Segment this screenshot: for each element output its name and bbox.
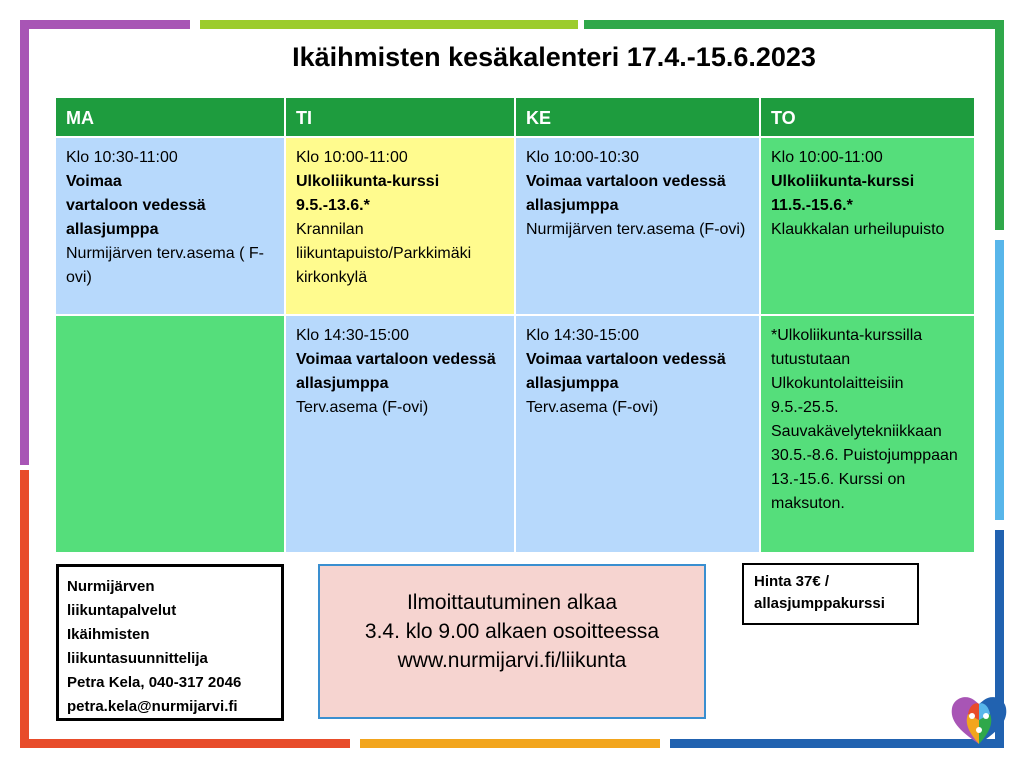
frame-top-right bbox=[584, 20, 1004, 29]
header-to: TO bbox=[761, 98, 976, 138]
registration-line: 3.4. klo 9.00 alkaen osoitteessa bbox=[364, 620, 660, 643]
registration-line: Ilmoittautuminen alkaa bbox=[406, 591, 618, 614]
frame-bottom-2 bbox=[360, 739, 660, 748]
price-line: Hinta 37€ / bbox=[754, 573, 830, 590]
frame-top-left bbox=[20, 20, 190, 29]
contact-line: Ikäihmisten bbox=[67, 626, 150, 643]
frame-left-bottom bbox=[20, 470, 29, 748]
contact-box bbox=[56, 564, 284, 721]
contact-line: liikuntasuunnittelija bbox=[67, 650, 208, 667]
cell-time: Klo 10:00-10:30 bbox=[526, 149, 639, 166]
cell-ma-2 bbox=[56, 316, 286, 554]
header-ti: TI bbox=[286, 98, 516, 138]
cell-time: Klo 14:30-15:00 bbox=[296, 327, 409, 344]
registration-box bbox=[318, 564, 706, 719]
cell-ma-1 bbox=[56, 138, 286, 316]
cell-activity: Voimaa vartaloon vedessä allasjumppa bbox=[526, 173, 726, 214]
registration-url: www.nurmijarvi.fi/liikunta bbox=[397, 649, 627, 672]
cell-place: Nurmijärven terv.asema (F-ovi) bbox=[526, 221, 746, 238]
contact-phone: Petra Kela, 040-317 2046 bbox=[67, 674, 242, 691]
heart-logo-icon bbox=[948, 690, 1010, 746]
cell-time: Klo 10:00-11:00 bbox=[771, 149, 883, 166]
header-ke: KE bbox=[516, 98, 761, 138]
cell-ke-2 bbox=[516, 316, 761, 554]
cell-activity: allasjumppa bbox=[66, 221, 159, 238]
cell-ti-2 bbox=[286, 316, 516, 554]
cell-to-2 bbox=[761, 316, 976, 554]
contact-email: petra.kela@nurmijarvi.fi bbox=[67, 698, 238, 715]
frame-left-top bbox=[20, 20, 29, 465]
page-title: Ikäihmisten kesäkalenteri 17.4.-15.6.2023 bbox=[292, 42, 816, 72]
cell-to-1 bbox=[761, 138, 976, 316]
cell-place: Klaukkalan urheilupuisto bbox=[771, 221, 945, 238]
course-note: *Ulkoliikunta-kurssilla tutustutaan Ulkokuntolaitteisiin 9.5.-25.5. Sauvakävelytekniikkaan 30.5.-8.6. Puistojumppaan 13.-15.6. Kurssi on maksuton. bbox=[771, 327, 958, 512]
price-box bbox=[742, 563, 919, 625]
cell-activity: Ulkoliikunta-kurssi 11.5.-15.6.* bbox=[771, 173, 915, 214]
cell-activity: Voimaa bbox=[66, 173, 122, 190]
frame-right-2 bbox=[995, 240, 1004, 520]
cell-time: Klo 14:30-15:00 bbox=[526, 327, 639, 344]
frame-bottom-1 bbox=[20, 739, 350, 748]
cell-activity: Voimaa vartaloon vedessä allasjumppa bbox=[526, 351, 726, 392]
contact-line: liikuntapalvelut bbox=[67, 602, 177, 619]
cell-ke-1 bbox=[516, 138, 761, 316]
cell-activity: vartaloon vedessä bbox=[66, 197, 206, 214]
cell-place: Terv.asema (F-ovi) bbox=[526, 399, 659, 416]
schedule-table bbox=[56, 98, 976, 554]
header-ma: MA bbox=[56, 98, 286, 138]
cell-place: Terv.asema (F-ovi) bbox=[296, 399, 429, 416]
cell-place: Krannilan liikuntapuisto/Parkkimäki kirkonkylä bbox=[296, 221, 472, 286]
frame-top-middle bbox=[200, 20, 578, 29]
cell-place: Nurmijärven terv.asema ( F-ovi) bbox=[66, 245, 264, 286]
contact-line: Nurmijärven bbox=[67, 578, 155, 595]
cell-time: Klo 10:00-11:00 bbox=[296, 149, 408, 166]
price-line: allasjumppakurssi bbox=[754, 595, 885, 612]
cell-activity: Voimaa vartaloon vedessä allasjumppa bbox=[296, 351, 496, 392]
cell-time: Klo 10:30-11:00 bbox=[66, 149, 178, 166]
cell-ti-1 bbox=[286, 138, 516, 316]
cell-activity: Ulkoliikunta-kurssi 9.5.-13.6.* bbox=[296, 173, 440, 214]
